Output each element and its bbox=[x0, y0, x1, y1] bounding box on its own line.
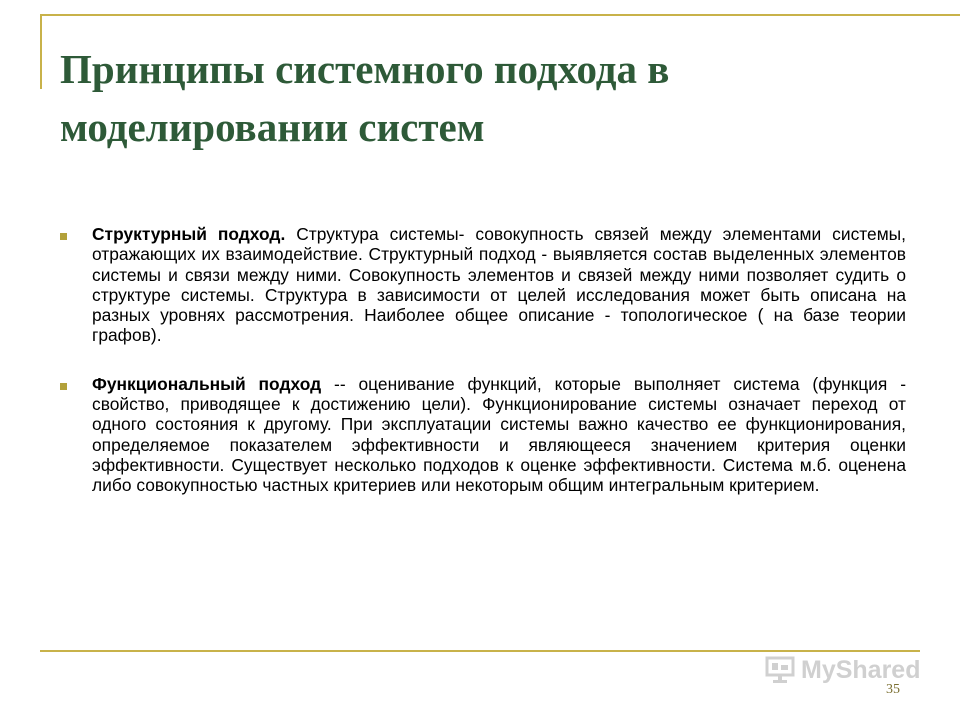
bullet-body: Структура системы- совокупность связей между элементами системы, отражающих их взаимодействие. Структурный подход - выявляется состав выделенных элементов системы и связи между ними. Совокупность элементов и связей между ними позволяет судить о структуре системы. Структура в зависимости от целей исследования может быть описана на разных уровнях рассмотрения. Наиболее общее описание - топологическое ( на базе теории графов). bbox=[92, 224, 906, 346]
left-rule bbox=[40, 14, 42, 89]
top-rule bbox=[40, 14, 960, 16]
bullet-term: Структурный подход. bbox=[92, 224, 286, 244]
page-number: 35 bbox=[886, 682, 900, 697]
bullet-text bbox=[92, 374, 906, 496]
square-bullet-icon bbox=[60, 233, 67, 240]
presentation-icon bbox=[765, 656, 795, 684]
watermark-text: MyShared bbox=[801, 655, 921, 684]
bullet-item bbox=[60, 374, 906, 496]
slide-content bbox=[60, 224, 906, 524]
bullet-item bbox=[60, 224, 906, 346]
square-bullet-icon bbox=[60, 383, 67, 390]
bullet-text bbox=[92, 224, 906, 346]
slide-title: Принципы системного подхода в моделировании систем bbox=[60, 46, 670, 150]
watermark-logo bbox=[765, 655, 920, 685]
bottom-rule bbox=[40, 650, 920, 652]
bullet-term: Функциональный подход bbox=[92, 373, 322, 394]
bullet-body: -- оценивание функций, которые выполняет система (функция - свойство, приводящее к достижению цели). Функционирование системы означает переход от одного состояния к другому. При эксплуатации системы важно качество ее функционирования, определяемое показателем эффективности и являющееся значением критерия оценки эффективности. Существует несколько подходов к оценке эффективности. Система м.б. оценена либо совокупностью частных критериев или некоторым общим интегральным критерием. bbox=[92, 373, 906, 496]
